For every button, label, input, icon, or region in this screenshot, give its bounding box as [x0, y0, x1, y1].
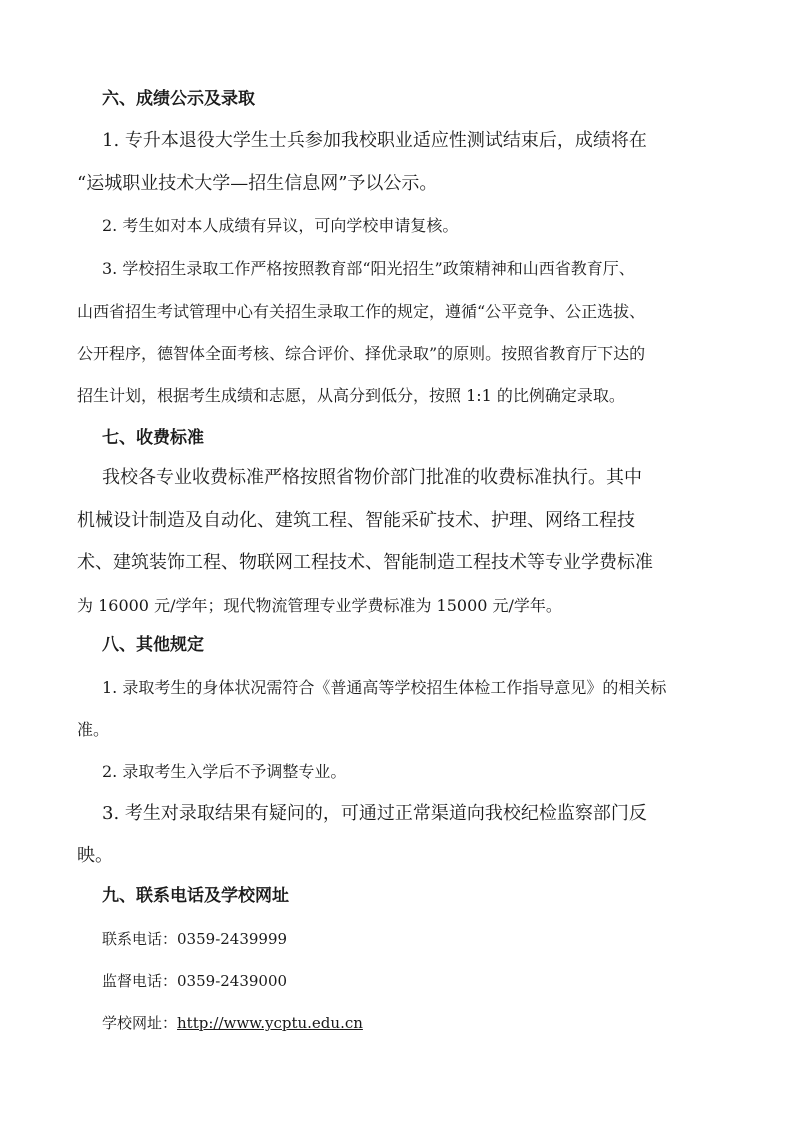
- website-label: 学校网址：: [102, 1014, 178, 1032]
- supervise-phone-value: 0359-2439000: [177, 972, 288, 990]
- contact-phone-row: [102, 927, 287, 951]
- contact-phone-label: 联系电话：: [102, 930, 178, 948]
- paragraph-line: 3. 考生对录取结果有疑问的，可通过正常渠道向我校纪检监察部门反: [102, 803, 647, 824]
- paragraph-line: 映。: [77, 845, 113, 866]
- paragraph-line: 公开程序，德智体全面考核、综合评价、择优录取”的原则。按照省教育厅下达的: [77, 344, 646, 363]
- paragraph-line: 机械设计制造及自动化、建筑工程、智能采矿技术、护理、网络工程技: [77, 510, 635, 531]
- website-row: [102, 1011, 363, 1035]
- paragraph-line: 为 16000 元/学年；现代物流管理专业学费标准为 15000 元/学年。: [77, 596, 562, 615]
- supervise-phone-label: 监督电话：: [102, 972, 178, 990]
- paragraph-line: 准。: [77, 720, 110, 739]
- paragraph-line: 山西省招生考试管理中心有关招生录取工作的规定，遵循“公平竞争、公正选拔、: [77, 302, 646, 321]
- website-link[interactable]: http://www.ycptu.edu.cn: [177, 1014, 363, 1032]
- paragraph-line: 3. 学校招生录取工作严格按照教育部“阳光招生”政策精神和山西省教育厅、: [102, 259, 635, 278]
- paragraph-line: “运城职业技术大学—招生信息网”予以公示。: [77, 173, 438, 194]
- supervise-phone-row: [102, 969, 287, 993]
- paragraph-line: 招生计划，根据考生成绩和志愿，从高分到低分，按照 1:1 的比例确定录取。: [77, 386, 625, 405]
- paragraph-line: 术、建筑装饰工程、物联网工程技术、智能制造工程技术等专业学费标准: [77, 552, 653, 573]
- paragraph-line: 我校各专业收费标准严格按照省物价部门批准的收费标准执行。其中: [102, 467, 642, 488]
- paragraph-line: 1. 专升本退役大学生士兵参加我校职业适应性测试结束后，成绩将在: [102, 130, 647, 151]
- section-heading-contact: 九、联系电话及学校网址: [102, 886, 289, 906]
- paragraph-line: 1. 录取考生的身体状况需符合《普通高等学校招生体检工作指导意见》的相关标: [102, 678, 667, 697]
- section-heading-fees: 七、收费标准: [102, 428, 204, 448]
- contact-phone-value: 0359-2439999: [177, 930, 288, 948]
- section-heading-other-rules: 八、其他规定: [102, 635, 204, 655]
- section-heading-results: 六、成绩公示及录取: [102, 89, 255, 109]
- paragraph-line: 2. 考生如对本人成绩有异议，可向学校申请复核。: [102, 216, 459, 235]
- paragraph-line: 2. 录取考生入学后不予调整专业。: [102, 762, 347, 781]
